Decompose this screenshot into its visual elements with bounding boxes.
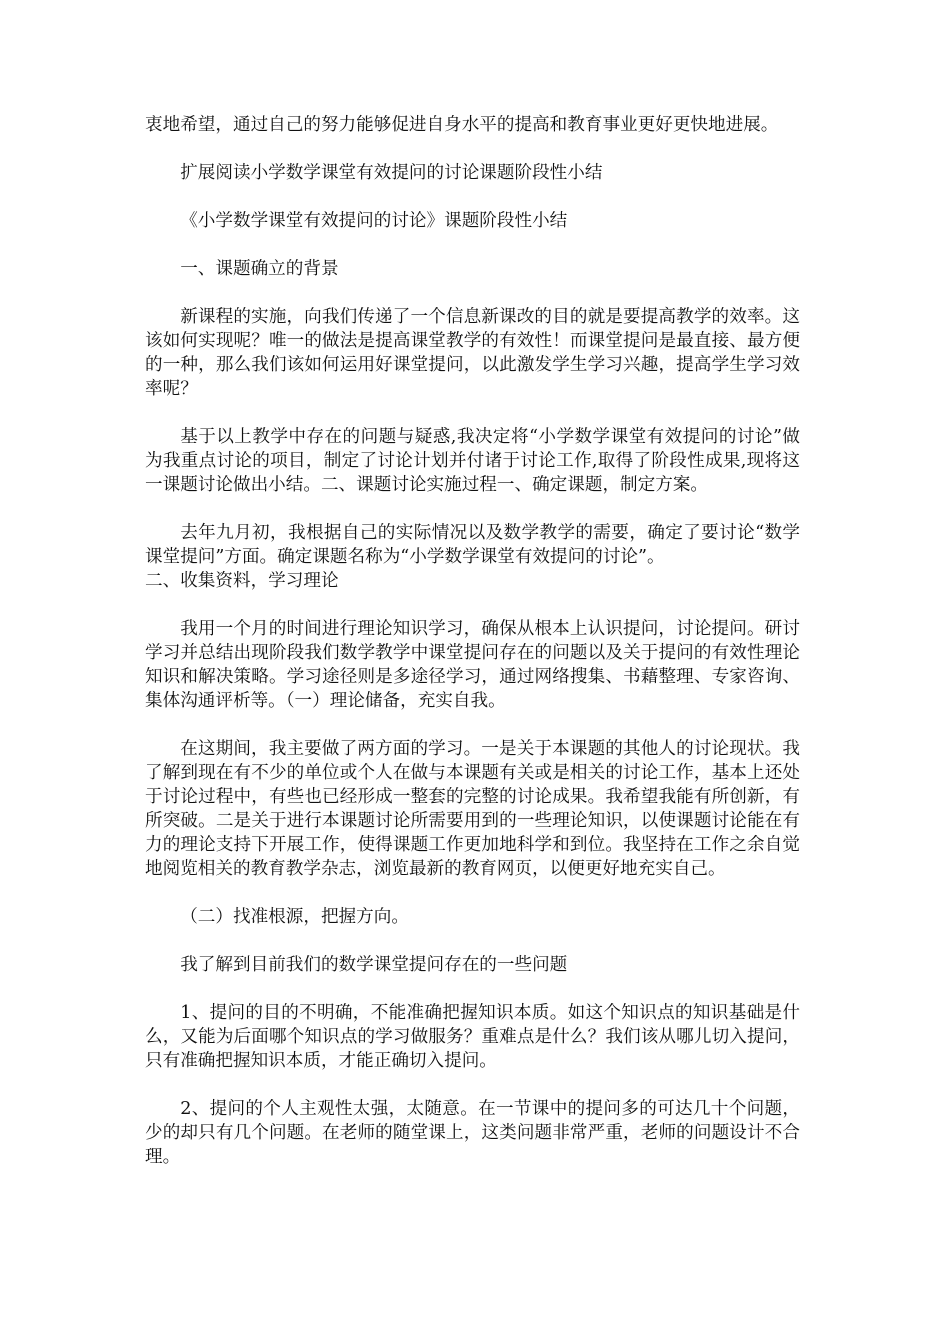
paragraph-decision: 基于以上教学中存在的问题与疑惑,我决定将“小学数学课堂有效提问的讨论”做为我重点讨论的项目，制定了讨论计划并付诸于讨论工作,取得了阶段性成果,现将这一课题讨论做出小结。二、课题讨论实施过程一、确定课题，制定方案。 [145, 427, 800, 495]
paragraph-background: 新课程的实施，向我们传递了一个信息新课改的目的就是要提高教学的效率。这该如何实现呢？唯一的做法是提高课堂教学的有效性！而课堂提问是最直接、最方便的一种，那么我们该如何运用好课堂提问，以此激发学生学习兴趣，提高学生学习效率呢？ [145, 307, 800, 399]
subheading-find-root: （二）找准根源，把握方向。 [180, 907, 409, 927]
extended-reading-title: 扩展阅读小学数学课堂有效提问的讨论课题阶段性小结 [180, 163, 603, 183]
paragraph-topic-selection: 去年九月初，我根据自己的实际情况以及数学教学的需要，确定了要讨论“数学课堂提问”方面。确定课题名称为“小学数学课堂有效提问的讨论”。 二、收集资料，学习理论 [145, 523, 800, 591]
paragraph-continuation: 衷地希望，通过自己的努力能够促进自身水平的提高和教育事业更好更快地进展。 [145, 115, 779, 135]
summary-title: 《小学数学课堂有效提问的讨论》课题阶段性小结 [180, 211, 568, 231]
document-page [145, 113, 800, 1193]
section-heading-background: 一、课题确立的背景 [180, 259, 339, 279]
paragraph-study-details: 在这期间，我主要做了两方面的学习。一是关于本课题的其他人的讨论现状。我了解到现在有不少的单位或个人在做与本课题有关或是相关的讨论工作，基本上还处于讨论过程中，有些也已经形成一整套的完整的讨论成果。我希望我能有所创新，有所突破。二是关于进行本课题讨论所需要用到的一些理论知识，以使课题讨论能在有力的理论支持下开展工作，使得课题工作更加地科学和到位。我坚持在工作之余自觉地阅览相关的教育教学杂志，浏览最新的教育网页，以便更好地充实自己。 [145, 739, 800, 879]
paragraph-problems-intro: 我了解到目前我们的数学课堂提问存在的一些问题 [180, 955, 568, 975]
list-item-problem-1: 1、提问的目的不明确，不能准确把握知识本质。如这个知识点的知识基础是什么，又能为后面哪个知识点的学习做服务？重难点是什么？我们该从哪儿切入提问，只有准确把握知识本质，才能正确切入提问。 [145, 1003, 800, 1071]
list-item-problem-2: 2、提问的个人主观性太强，太随意。在一节课中的提问多的可达几十个问题，少的却只有几个问题。在老师的随堂课上，这类问题非常严重，老师的问题设计不合理。 [145, 1099, 800, 1167]
paragraph-theory-study: 我用一个月的时间进行理论知识学习，确保从根本上认识提问，讨论提问。研讨学习并总结出现阶段我们数学教学中课堂提问存在的问题以及关于提问的有效性理论知识和解决策略。学习途径则是多途径学习，通过网络搜集、书藉整理、专家咨询、集体沟通评析等。（一）理论储备，充实自我。 [145, 619, 800, 711]
